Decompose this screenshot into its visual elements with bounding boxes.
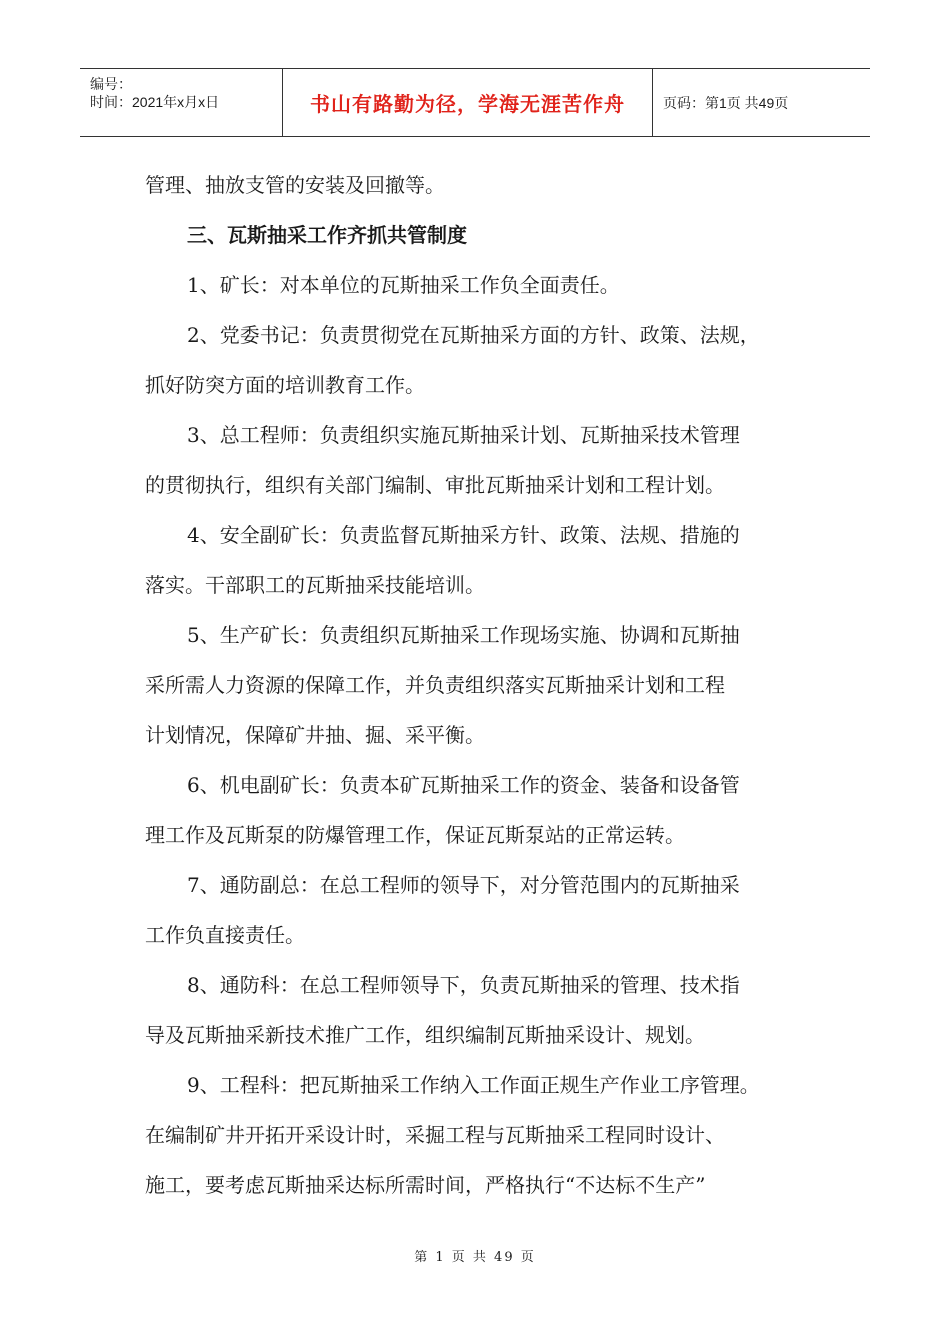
header-motto-cell [283,69,653,136]
time-label: 时间：2021年x月x日 [90,94,220,110]
document-header [80,68,870,137]
paragraph-line: 7、通防副总：在总工程师的领导下，对分管范围内的瓦斯抽采 [187,873,740,897]
paragraph-line: 工作负直接责任。 [145,923,305,947]
paragraph-line: 管理、抽放支管的安装及回撤等。 [145,173,445,197]
footer-page-number: 第 1 页 共 49 页 [414,1250,536,1265]
paragraph-line: 4、安全副矿长：负责监督瓦斯抽采方针、政策、法规、措施的 [187,523,740,547]
paragraph-line: 抓好防突方面的培训教育工作。 [145,373,425,397]
paragraph-line: 落实。干部职工的瓦斯抽采技能培训。 [145,573,485,597]
paragraph-line: 1、矿长：对本单位的瓦斯抽采工作负全面责任。 [187,273,620,297]
paragraph-line: 6、机电副矿长：负责本矿瓦斯抽采工作的资金、装备和设备管 [187,773,740,797]
page-info: 页码：第1页 共49页 [663,94,789,111]
page-footer [0,1246,950,1265]
paragraph-line: 3、总工程师：负责组织实施瓦斯抽采计划、瓦斯抽采技术管理 [187,423,740,447]
document-body [145,160,815,1210]
code-label: 编号： [90,76,132,92]
paragraph-line: 2、党委书记：负责贯彻党在瓦斯抽采方面的方针、政策、法规， [187,323,760,347]
paragraph-line: 计划情况，保障矿井抽、掘、采平衡。 [145,723,485,747]
paragraph-line: 采所需人力资源的保障工作，并负责组织落实瓦斯抽采计划和工程 [145,673,725,697]
paragraph-line: 在编制矿井开拓开采设计时，采掘工程与瓦斯抽采工程同时设计、 [145,1123,725,1147]
header-meta-cell [80,69,283,136]
header-page-cell [653,69,870,136]
motto-text: 书山有路勤为径，学海无涯苦作舟 [310,92,625,116]
paragraph-line: 理工作及瓦斯泵的防爆管理工作，保证瓦斯泵站的正常运转。 [145,823,685,847]
paragraph-line: 5、生产矿长：负责组织瓦斯抽采工作现场实施、协调和瓦斯抽 [187,623,740,647]
paragraph-line: 施工，要考虑瓦斯抽采达标所需时间，严格执行“不达标不生产” [145,1173,706,1197]
paragraph-line: 的贯彻执行，组织有关部门编制、审批瓦斯抽采计划和工程计划。 [145,473,725,497]
paragraph-line: 9、工程科：把瓦斯抽采工作纳入工作面正规生产作业工序管理。 [187,1073,760,1097]
section-heading: 三、瓦斯抽采工作齐抓共管制度 [187,223,467,247]
paragraph-line: 导及瓦斯抽采新技术推广工作，组织编制瓦斯抽采设计、规划。 [145,1023,705,1047]
paragraph-line: 8、通防科：在总工程师领导下，负责瓦斯抽采的管理、技术指 [187,973,740,997]
